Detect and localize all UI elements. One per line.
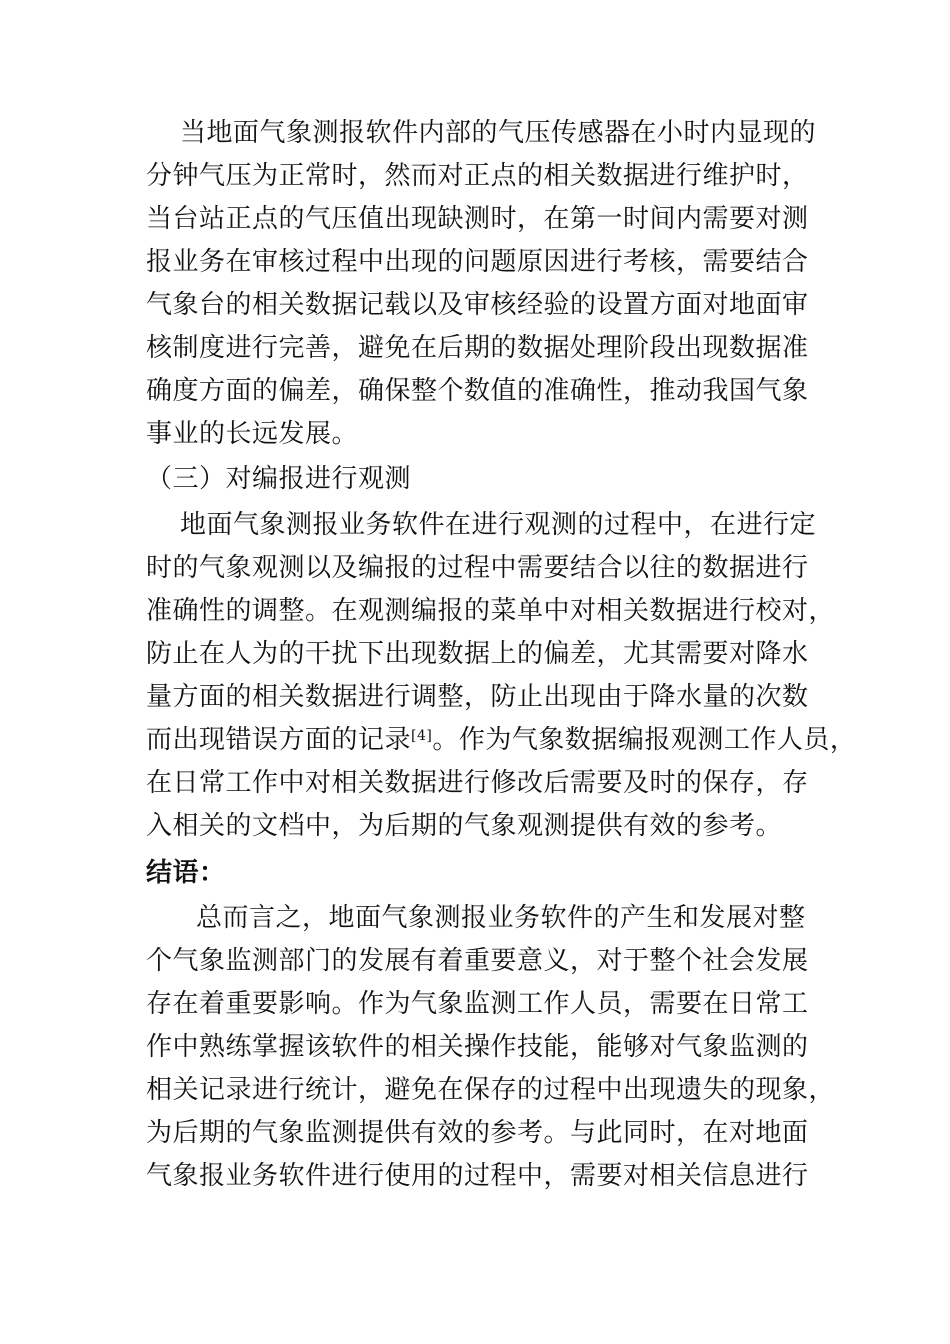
paragraph-line: 分钟气压为正常时，然而对正点的相关数据进行维护时， xyxy=(146,161,809,191)
paragraph-line: 在日常工作中对相关数据进行修改后需要及时的保存，存 xyxy=(146,768,809,798)
paragraph-line: 时的气象观测以及编报的过程中需要结合以往的数据进行 xyxy=(146,553,809,583)
conclusion-heading: 结语： xyxy=(146,858,226,888)
paragraph-line: 作中熟练掌握该软件的相关操作技能，能够对气象监测的 xyxy=(146,1032,809,1062)
paragraph-line: 地面气象测报业务软件在进行观测的过程中，在进行定 xyxy=(180,510,817,540)
paragraph-line: 总而言之，地面气象测报业务软件的产生和发展对整 xyxy=(196,903,806,933)
paragraph-line: 当地面气象测报软件内部的气压传感器在小时内显现的 xyxy=(180,118,817,148)
citation-reference: [4] xyxy=(411,728,433,744)
paragraph-line-with-citation xyxy=(146,725,856,755)
paragraph-line: 存在着重要影响。作为气象监测工作人员，需要在日常工 xyxy=(146,989,809,1019)
paragraph-line: 核制度进行完善，避免在后期的数据处理阶段出现数据准 xyxy=(146,333,809,363)
paragraph-line: 气象台的相关数据记载以及审核经验的设置方面对地面审 xyxy=(146,290,809,320)
paragraph-line: 确度方面的偏差，确保整个数值的准确性，推动我国气象 xyxy=(146,376,809,406)
paragraph-line: 当台站正点的气压值出现缺测时，在第一时间内需要对测 xyxy=(146,204,809,234)
paragraph-line: 个气象监测部门的发展有着重要意义，对于整个社会发展 xyxy=(146,946,809,976)
citation-text-before: 而出现错误方面的记录 xyxy=(146,725,412,755)
citation-text-after: 。作为气象数据编报观测工作人员， xyxy=(432,725,857,755)
paragraph-line: 量方面的相关数据进行调整，防止出现由于降水量的次数 xyxy=(146,682,809,712)
paragraph-line: 准确性的调整。在观测编报的菜单中对相关数据进行校对， xyxy=(146,596,836,626)
paragraph-line: 防止在人为的干扰下出现数据上的偏差，尤其需要对降水 xyxy=(146,639,809,669)
paragraph-line: 报业务在审核过程中出现的问题原因进行考核，需要结合 xyxy=(146,247,809,277)
paragraph-line: 为后期的气象监测提供有效的参考。与此同时，在对地面 xyxy=(146,1118,809,1148)
section-heading: （三）对编报进行观测 xyxy=(146,464,412,494)
paragraph-line: 入相关的文档中，为后期的气象观测提供有效的参考。 xyxy=(146,811,783,841)
paragraph-line: 相关记录进行统计，避免在保存的过程中出现遗失的现象， xyxy=(146,1075,836,1105)
paragraph-line: 事业的长远发展。 xyxy=(146,419,359,449)
paragraph-line: 气象报业务软件进行使用的过程中，需要对相关信息进行 xyxy=(146,1161,809,1191)
